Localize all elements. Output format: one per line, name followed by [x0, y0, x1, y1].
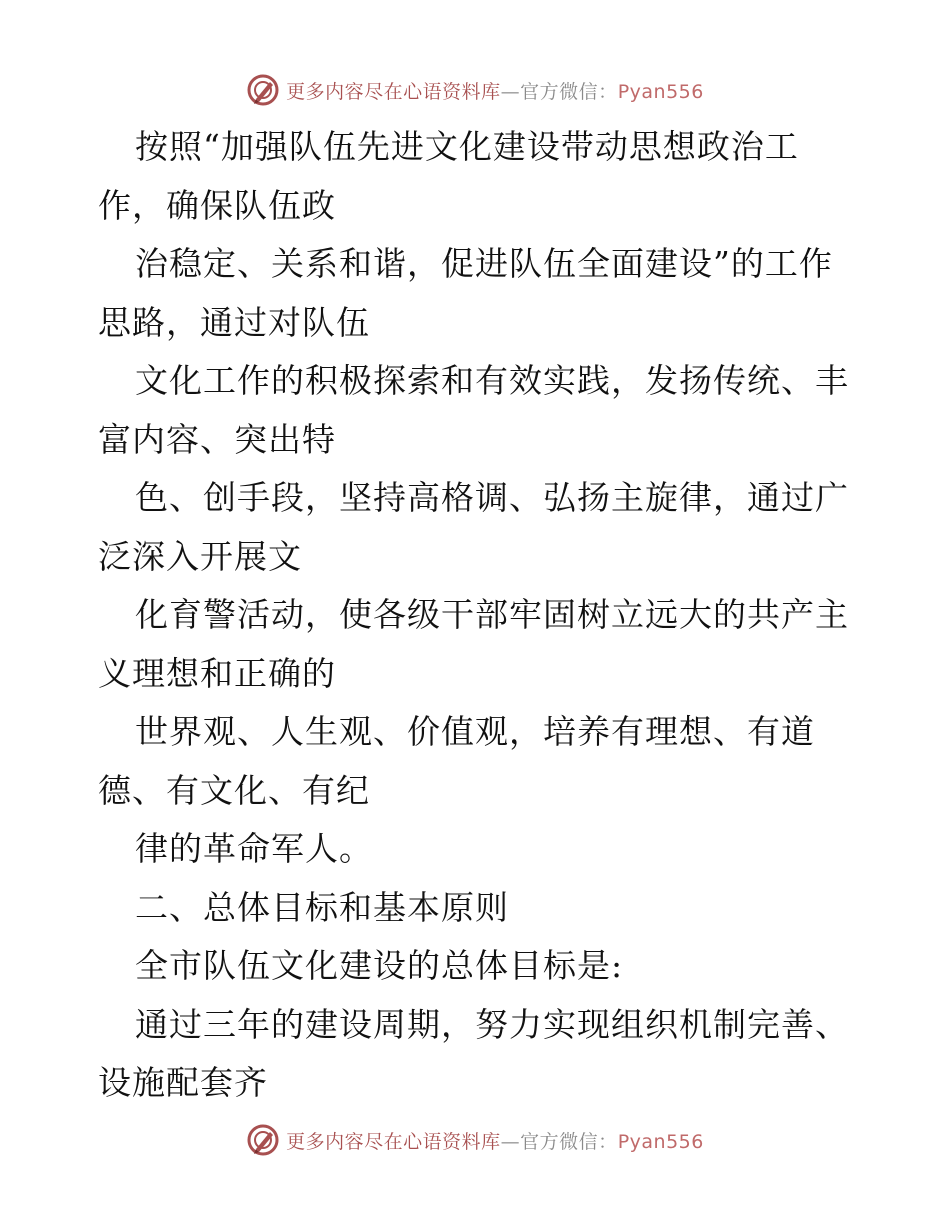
text-line: 文化工作的积极探索和有效实践，发扬传统、丰 — [135, 361, 849, 400]
text-line: 化育警活动，使各级干部牢固树立远大的共产主 — [135, 595, 849, 634]
text-line: 通过三年的建设周期，努力实现组织机制完善、 — [135, 1004, 849, 1044]
text-line: 设施配套齐 — [98, 1063, 268, 1102]
text-line: 治稳定、关系和谐，促进队伍全面建设”的工作 — [135, 244, 833, 283]
text-line: 色、创手段，坚持高格调、弘扬主旋律，通过广 — [135, 478, 849, 517]
text-line: 作，确保队伍政 — [98, 185, 336, 225]
text-line: 按照“加强队伍先进文化建设带动思想政治工 — [135, 127, 799, 166]
text-line: 世界观、人生观、价值观，培养有理想、有道 — [135, 712, 815, 751]
text-line: 泛深入开展文 — [98, 536, 302, 576]
text-line: 全市队伍文化建设的总体目标是: — [135, 946, 624, 985]
pen-logo-icon — [246, 1123, 280, 1157]
text-line: 律的革命军人。 — [135, 829, 373, 868]
footer-watermark — [0, 1120, 950, 1160]
header-watermark — [0, 70, 950, 110]
watermark-text: 更多内容尽在心语资料库—官方微信：Pyan556 — [286, 1130, 704, 1153]
text-line: 德、有文化、有纪 — [98, 770, 370, 810]
text-line: 义理想和正确的 — [98, 653, 336, 693]
text-line: 思路，通过对队伍 — [98, 302, 370, 342]
section-heading: 二、总体目标和基本原则 — [135, 887, 509, 927]
document-body — [98, 118, 858, 1113]
text-line: 富内容、突出特 — [98, 419, 336, 459]
pen-logo-icon — [246, 73, 280, 107]
watermark-text: 更多内容尽在心语资料库—官方微信：Pyan556 — [286, 80, 704, 103]
